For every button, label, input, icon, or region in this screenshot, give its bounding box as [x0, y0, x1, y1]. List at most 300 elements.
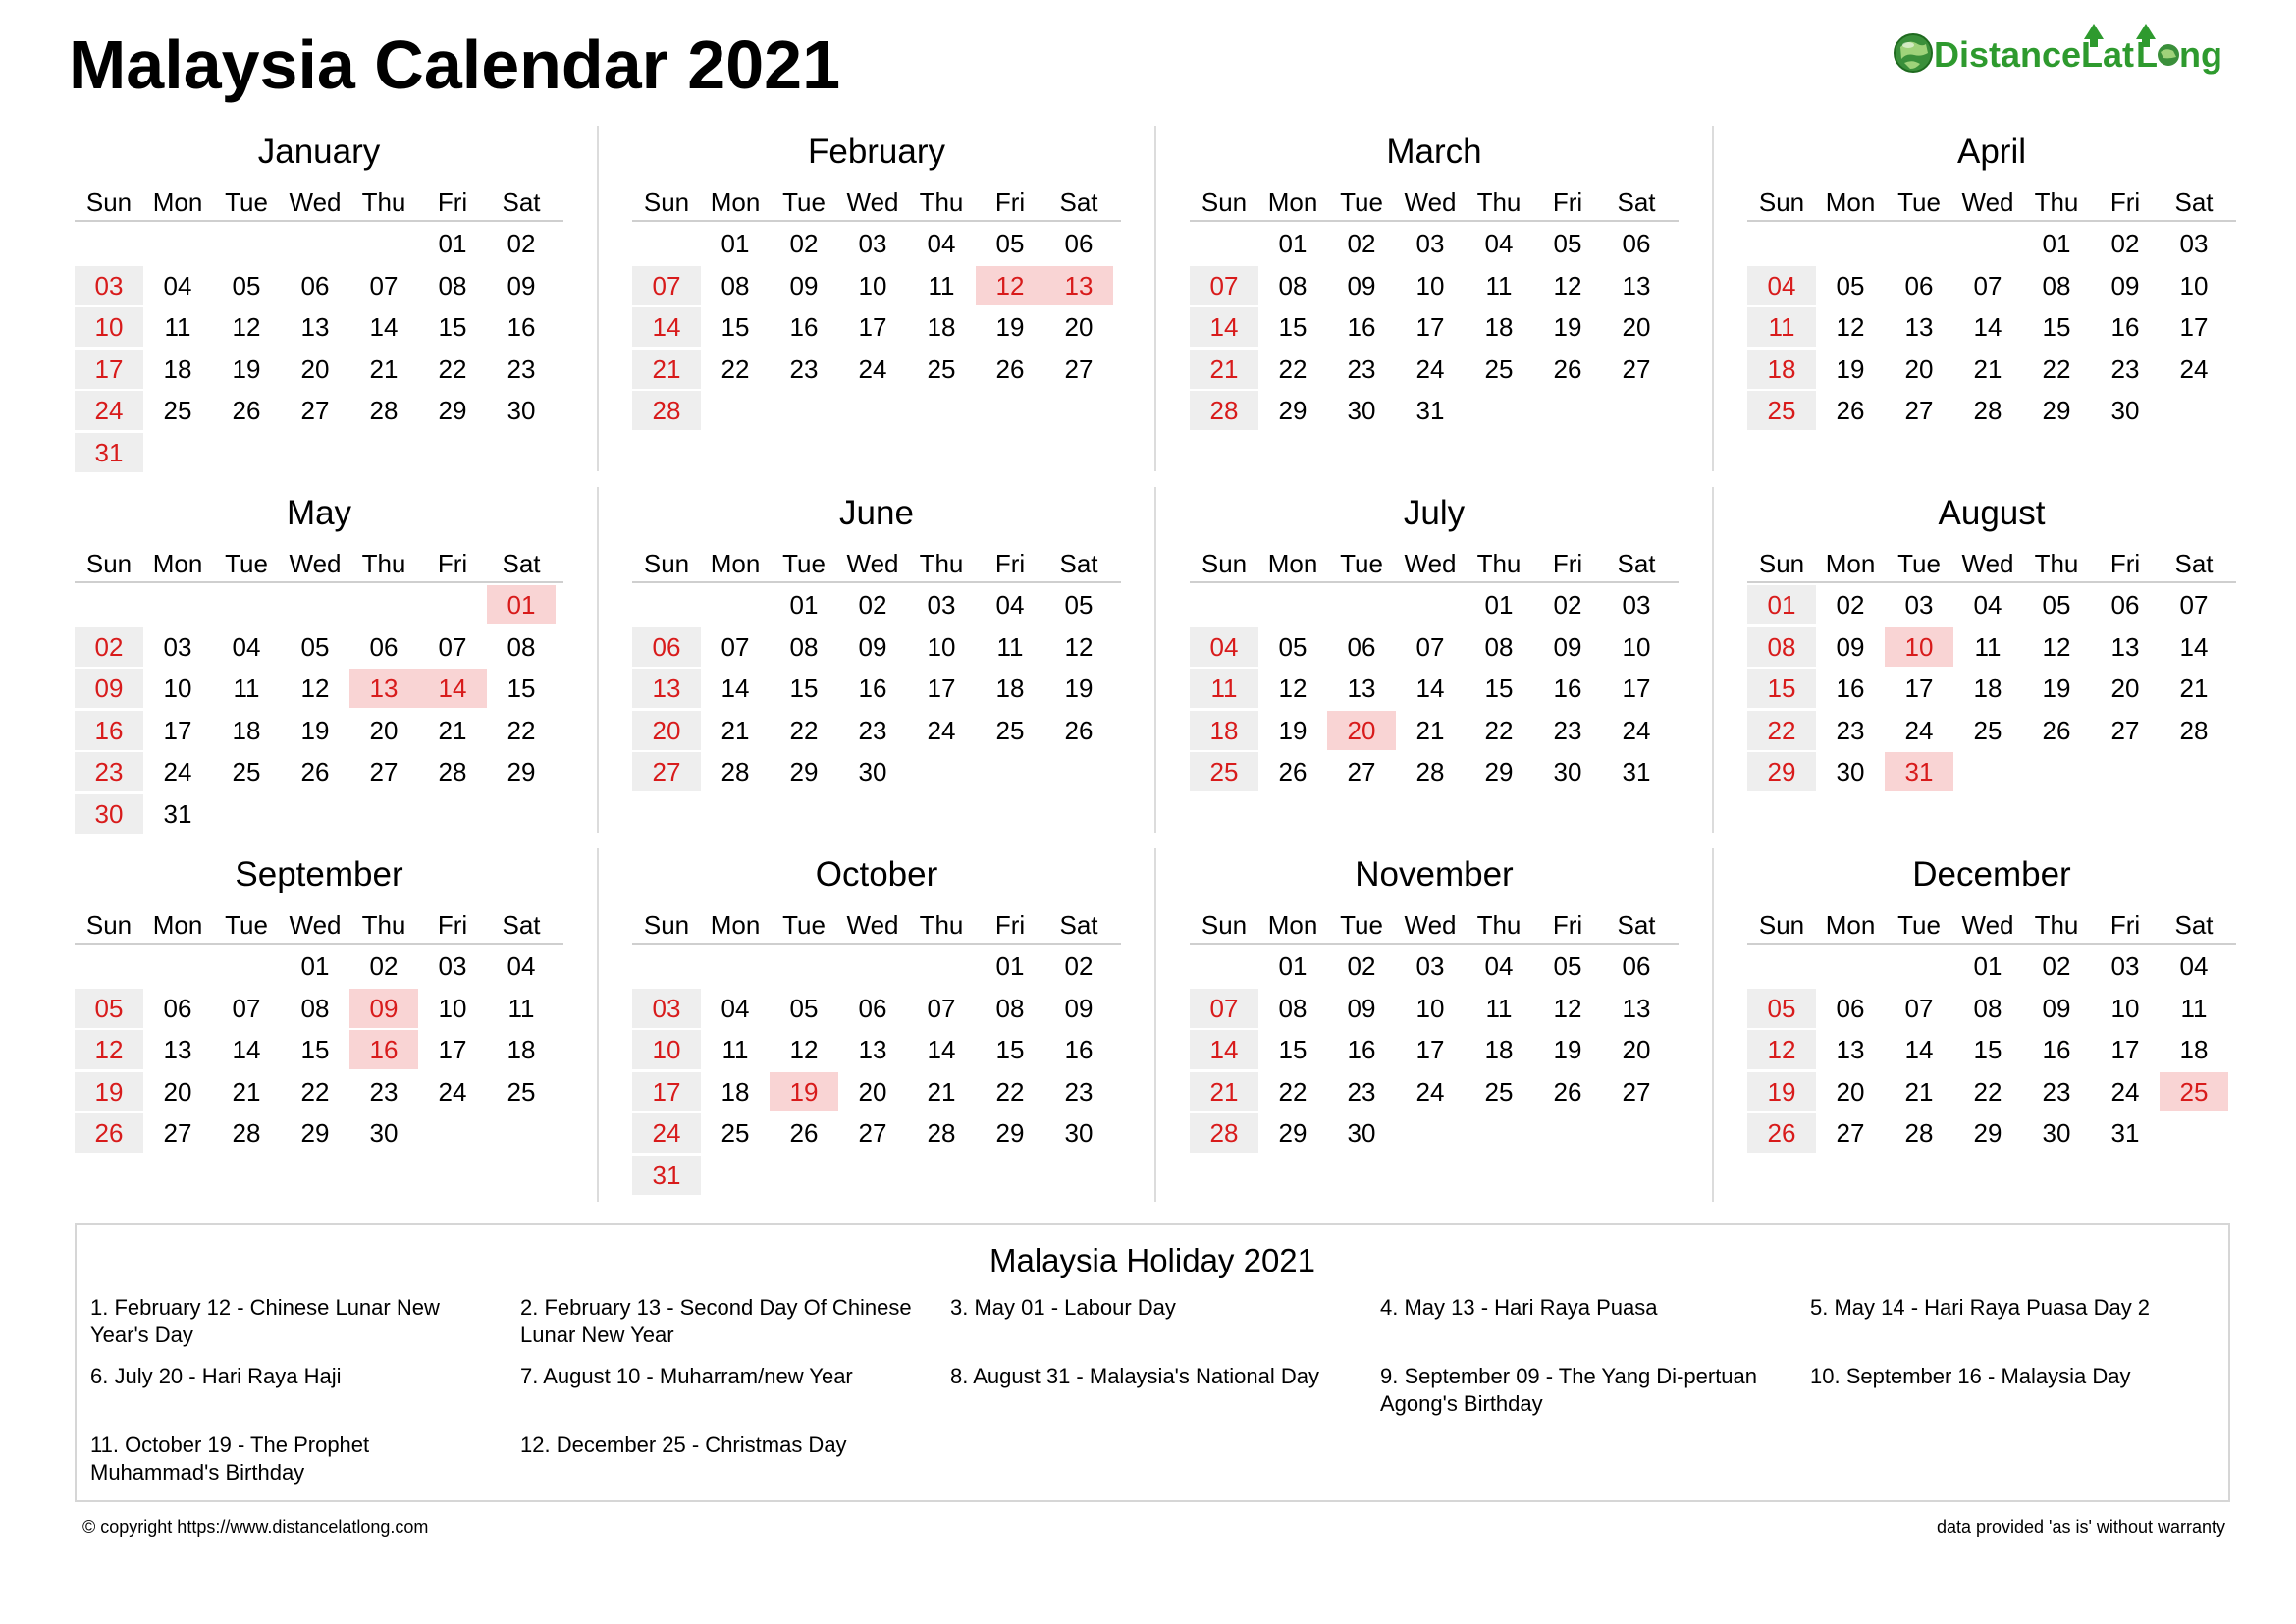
- weekday-label: Thu: [2034, 549, 2079, 578]
- day-cell: 04: [995, 590, 1025, 620]
- svg-text:Lat: Lat: [2081, 34, 2134, 75]
- day-cell: 03: [75, 266, 143, 305]
- day-cell: 24: [1622, 715, 1651, 745]
- day-cell: 07: [1973, 270, 2002, 300]
- day-cell: 03: [927, 590, 956, 620]
- day-cell: 21: [438, 715, 467, 745]
- day-cell: 06: [1622, 951, 1651, 981]
- day-cell: 11: [233, 674, 260, 704]
- day-cell: 18: [927, 312, 956, 343]
- day-cell: 03: [1622, 590, 1651, 620]
- weekday-label: Sat: [2174, 549, 2214, 578]
- day-cell: 15: [1278, 1035, 1308, 1065]
- weekday-label: Sun: [85, 188, 133, 217]
- day-cell: 29: [789, 757, 819, 787]
- day-cell: 17: [1415, 1035, 1445, 1065]
- day-cell: 25: [1484, 1076, 1514, 1107]
- day-cell: 17: [438, 1035, 467, 1065]
- holiday-item: 9. September 09 - The Yang Di-pertuan Agong's Birthday: [1380, 1364, 1758, 1416]
- day-cell: 23: [507, 353, 536, 384]
- day-cell: 29: [300, 1118, 330, 1149]
- day-cell: 21: [927, 1076, 956, 1107]
- day-cell: 23: [75, 752, 143, 791]
- day-cell: 10: [1415, 270, 1445, 300]
- day-cell: 24: [163, 757, 192, 787]
- day-cell: 22: [1278, 1076, 1308, 1107]
- day-cell: 06: [1836, 993, 1865, 1023]
- day-cell: 27: [1347, 757, 1376, 787]
- weekday-label: Wed: [846, 549, 899, 578]
- day-cell: 14: [927, 1035, 956, 1065]
- weekday-header: [1747, 907, 2236, 945]
- day-cell: 02: [2042, 951, 2071, 981]
- month-may: [75, 487, 563, 840]
- column-divider: [1154, 487, 1156, 833]
- day-cell: 21: [1904, 1076, 1934, 1107]
- day-cell: 15: [438, 312, 467, 343]
- day-cell: 15: [1973, 1035, 2002, 1065]
- day-cell: 16: [858, 674, 887, 704]
- day-cell: 30: [369, 1118, 399, 1149]
- day-cell: 31: [2110, 1118, 2140, 1149]
- weekday-label: Wed: [289, 549, 342, 578]
- weekday-label: Sat: [1617, 910, 1656, 940]
- day-cell: 03: [858, 229, 887, 258]
- day-cell: 12: [75, 1030, 143, 1069]
- weekday-label: Sat: [1059, 188, 1098, 217]
- day-cell: 06: [369, 631, 399, 662]
- day-cell: 21: [2179, 674, 2209, 704]
- day-cell: 20: [858, 1076, 887, 1107]
- day-cell: 01: [721, 229, 750, 258]
- day-cell: 06: [163, 993, 192, 1023]
- day-cell: 15: [789, 674, 819, 704]
- month-name: January: [257, 133, 381, 171]
- weekday-label: Tue: [225, 549, 268, 578]
- day-cell: 24: [1415, 353, 1445, 384]
- day-cell: 25: [927, 353, 956, 384]
- month-name: June: [839, 494, 914, 532]
- holiday-day-cell: 10: [1885, 627, 1953, 667]
- day-cell: 26: [1553, 353, 1582, 384]
- weekday-label: Fri: [1552, 549, 1583, 578]
- weekday-label: Wed: [289, 188, 342, 217]
- month-february: [632, 126, 1121, 479]
- weekday-header: [1747, 546, 2236, 583]
- day-cell: 09: [789, 270, 819, 300]
- month-name: December: [1912, 855, 2071, 893]
- page-title: Malaysia Calendar 2021: [69, 27, 841, 103]
- column-divider: [597, 848, 599, 1202]
- weekday-label: Sun: [1758, 910, 1805, 940]
- day-cell: 19: [300, 715, 330, 745]
- day-cell: 19: [1747, 1072, 1816, 1111]
- day-cell: 15: [1484, 674, 1514, 704]
- holiday-day-cell: 09: [349, 989, 418, 1028]
- weekday-label: Thu: [2034, 188, 2079, 217]
- day-cell: 09: [2110, 270, 2140, 300]
- weekday-label: Thu: [1476, 188, 1522, 217]
- day-cell: 08: [1484, 631, 1514, 662]
- weekday-label: Wed: [1404, 549, 1457, 578]
- day-cell: 10: [75, 307, 143, 347]
- day-cell: 12: [1553, 270, 1582, 300]
- day-cell: 16: [789, 312, 819, 343]
- day-cell: 30: [1836, 757, 1865, 787]
- day-cell: 18: [507, 1035, 536, 1065]
- month-august: [1747, 487, 2236, 840]
- day-cell: 20: [632, 711, 701, 750]
- weekday-label: Tue: [1897, 549, 1941, 578]
- day-cell: 14: [1973, 312, 2002, 343]
- weekday-header: [1190, 185, 1679, 222]
- day-cell: 01: [1278, 951, 1308, 981]
- day-cell: 02: [75, 627, 143, 667]
- day-cell: 10: [2110, 993, 2140, 1023]
- weekday-label: Wed: [846, 188, 899, 217]
- holiday-item: 1. February 12 - Chinese Lunar New Year's Day: [90, 1295, 440, 1347]
- day-cell: 29: [1747, 752, 1816, 791]
- weekday-label: Tue: [1340, 910, 1383, 940]
- month-september: [75, 848, 563, 1202]
- day-cell: 07: [927, 993, 956, 1023]
- day-cell: 19: [75, 1072, 143, 1111]
- day-cell: 10: [163, 674, 192, 704]
- day-cell: 02: [1064, 951, 1094, 981]
- holiday-item: 3. May 01 - Labour Day: [950, 1295, 1176, 1320]
- month-name: May: [286, 494, 352, 532]
- day-cell: 30: [1553, 757, 1582, 787]
- day-cell: 28: [927, 1118, 956, 1149]
- weekday-label: Sun: [85, 549, 133, 578]
- day-cell: 18: [995, 674, 1025, 704]
- month-november: [1190, 848, 1679, 1202]
- day-cell: 11: [2180, 993, 2208, 1023]
- day-cell: 21: [1190, 1072, 1258, 1111]
- day-cell: 06: [300, 270, 330, 300]
- day-cell: 13: [1347, 674, 1376, 704]
- day-cell: 09: [1836, 631, 1865, 662]
- day-cell: 03: [1415, 229, 1445, 258]
- day-cell: 30: [75, 794, 143, 834]
- day-cell: 19: [1278, 715, 1308, 745]
- day-cell: 03: [2110, 951, 2140, 981]
- weekday-label: Thu: [2034, 910, 2079, 940]
- weekday-label: Sat: [1059, 549, 1098, 578]
- day-cell: 14: [721, 674, 750, 704]
- day-cell: 30: [858, 757, 887, 787]
- column-divider: [1712, 848, 1714, 1202]
- day-cell: 13: [1836, 1035, 1865, 1065]
- day-cell: 24: [438, 1076, 467, 1107]
- day-cell: 03: [632, 989, 701, 1028]
- holiday-item: 6. July 20 - Hari Raya Haji: [90, 1364, 342, 1388]
- day-cell: 16: [1836, 674, 1865, 704]
- day-cell: 26: [1553, 1076, 1582, 1107]
- day-cell: 10: [438, 993, 467, 1023]
- weekday-label: Tue: [1340, 549, 1383, 578]
- weekday-label: Fri: [437, 910, 468, 940]
- day-cell: 31: [632, 1156, 701, 1195]
- weekday-label: Fri: [2109, 549, 2141, 578]
- day-cell: 15: [1278, 312, 1308, 343]
- day-cell: 14: [369, 312, 399, 343]
- day-cell: 03: [438, 951, 467, 981]
- month-july: [1190, 487, 1679, 840]
- weekday-label: Mon: [710, 188, 761, 217]
- day-cell: 02: [2110, 229, 2140, 258]
- day-cell: 09: [1347, 270, 1376, 300]
- day-cell: 11: [1974, 631, 2002, 662]
- day-cell: 07: [1904, 993, 1934, 1023]
- holiday-list-box: [75, 1223, 2230, 1502]
- weekday-label: Sun: [1201, 549, 1248, 578]
- day-cell: 13: [163, 1035, 192, 1065]
- day-cell: 06: [1347, 631, 1376, 662]
- day-cell: 26: [1064, 715, 1094, 745]
- weekday-label: Sat: [1617, 549, 1656, 578]
- day-cell: 01: [2042, 229, 2071, 258]
- day-cell: 04: [927, 229, 956, 258]
- day-cell: 14: [1415, 674, 1445, 704]
- weekday-label: Wed: [1961, 549, 2014, 578]
- day-cell: 30: [2042, 1118, 2071, 1149]
- day-cell: 04: [1190, 627, 1258, 667]
- day-cell: 12: [1747, 1030, 1816, 1069]
- day-cell: 22: [1747, 711, 1816, 750]
- day-cell: 07: [232, 993, 261, 1023]
- day-cell: 11: [1190, 669, 1258, 708]
- day-cell: 20: [1622, 1035, 1651, 1065]
- day-cell: 06: [858, 993, 887, 1023]
- weekday-header: [632, 546, 1121, 583]
- day-cell: 28: [1190, 391, 1258, 430]
- day-cell: 19: [1836, 353, 1865, 384]
- day-cell: 22: [721, 353, 750, 384]
- day-cell: 06: [1064, 229, 1094, 258]
- day-cell: 24: [858, 353, 887, 384]
- day-cell: 25: [721, 1118, 750, 1149]
- day-cell: 11: [507, 993, 535, 1023]
- weekday-header: [75, 185, 563, 222]
- day-cell: 23: [1347, 1076, 1376, 1107]
- day-cell: 23: [1064, 1076, 1094, 1107]
- day-cell: 05: [300, 631, 330, 662]
- weekday-label: Thu: [919, 549, 964, 578]
- weekday-label: Mon: [152, 910, 203, 940]
- day-cell: 07: [721, 631, 750, 662]
- weekday-label: Sun: [643, 910, 690, 940]
- day-cell: 19: [1553, 1035, 1582, 1065]
- day-cell: 30: [507, 396, 536, 426]
- distancelatlong-logo[interactable]: [1889, 18, 2222, 86]
- day-cell: 18: [232, 715, 261, 745]
- day-cell: 27: [858, 1118, 887, 1149]
- day-cell: 27: [1064, 353, 1094, 384]
- weekday-label: Thu: [919, 188, 964, 217]
- month-march: [1190, 126, 1679, 479]
- day-cell: 05: [1747, 989, 1816, 1028]
- day-cell: 27: [1622, 353, 1651, 384]
- day-cell: 01: [1484, 590, 1514, 620]
- day-cell: 18: [1747, 350, 1816, 389]
- day-cell: 03: [1415, 951, 1445, 981]
- day-cell: 18: [1484, 1035, 1514, 1065]
- weekday-label: Mon: [1825, 188, 1876, 217]
- day-cell: 17: [632, 1072, 701, 1111]
- day-cell: 19: [232, 353, 261, 384]
- weekday-label: Thu: [361, 549, 406, 578]
- day-cell: 31: [1415, 396, 1445, 426]
- day-cell: 13: [1904, 312, 1934, 343]
- day-cell: 21: [632, 350, 701, 389]
- day-cell: 29: [2042, 396, 2071, 426]
- day-cell: 17: [163, 715, 192, 745]
- day-cell: 29: [1484, 757, 1514, 787]
- day-cell: 08: [1747, 627, 1816, 667]
- day-cell: 14: [1190, 307, 1258, 347]
- day-cell: 23: [1836, 715, 1865, 745]
- day-cell: 11: [1485, 270, 1513, 300]
- weekday-label: Fri: [1552, 188, 1583, 217]
- column-divider: [1712, 487, 1714, 833]
- weekday-header: [1190, 546, 1679, 583]
- day-cell: 20: [1622, 312, 1651, 343]
- day-cell: 22: [300, 1076, 330, 1107]
- holiday-day-cell: 14: [418, 669, 487, 708]
- day-cell: 28: [369, 396, 399, 426]
- weekday-label: Sat: [2174, 910, 2214, 940]
- day-cell: 15: [507, 674, 536, 704]
- day-cell: 19: [1553, 312, 1582, 343]
- day-cell: 07: [369, 270, 399, 300]
- holiday-day-cell: 13: [1044, 266, 1113, 305]
- holiday-list-title: Malaysia Holiday 2021: [988, 1242, 1315, 1278]
- weekday-label: Sun: [643, 549, 690, 578]
- copyright-text: © copyright https://www.distancelatlong.com: [82, 1517, 429, 1537]
- day-cell: 06: [1622, 229, 1651, 258]
- day-cell: 17: [75, 350, 143, 389]
- weekday-header: [1747, 185, 2236, 222]
- month-name: February: [807, 133, 946, 171]
- day-cell: 25: [1190, 752, 1258, 791]
- holiday-day-cell: 01: [487, 585, 556, 624]
- holiday-item: 8. August 31 - Malaysia's National Day: [950, 1364, 1319, 1388]
- month-name: August: [1938, 494, 2046, 532]
- month-name: April: [1956, 133, 2027, 171]
- day-cell: 27: [300, 396, 330, 426]
- day-cell: 15: [2042, 312, 2071, 343]
- day-cell: 08: [300, 993, 330, 1023]
- column-divider: [1712, 126, 1714, 471]
- holiday-day-cell: 13: [349, 669, 418, 708]
- day-cell: 16: [1553, 674, 1582, 704]
- day-cell: 10: [2179, 270, 2209, 300]
- day-cell: 30: [2110, 396, 2140, 426]
- day-cell: 13: [632, 669, 701, 708]
- weekday-label: Tue: [225, 188, 268, 217]
- day-cell: 31: [1622, 757, 1651, 787]
- weekday-label: Wed: [846, 910, 899, 940]
- day-cell: 04: [232, 631, 261, 662]
- day-cell: 26: [300, 757, 330, 787]
- day-cell: 28: [438, 757, 467, 787]
- day-cell: 02: [1347, 951, 1376, 981]
- holiday-item: 4. May 13 - Hari Raya Puasa: [1380, 1295, 1658, 1320]
- day-cell: 17: [858, 312, 887, 343]
- day-cell: 23: [1347, 353, 1376, 384]
- weekday-label: Sat: [2174, 188, 2214, 217]
- day-cell: 10: [858, 270, 887, 300]
- weekday-label: Mon: [1267, 549, 1318, 578]
- weekday-label: Mon: [152, 188, 203, 217]
- holiday-day-cell: 12: [976, 266, 1044, 305]
- day-cell: 26: [1836, 396, 1865, 426]
- month-january: [75, 126, 563, 479]
- day-cell: 24: [2179, 353, 2209, 384]
- day-cell: 28: [1415, 757, 1445, 787]
- holiday-item: 5. May 14 - Hari Raya Puasa Day 2: [1810, 1295, 2151, 1320]
- day-cell: 25: [1747, 391, 1816, 430]
- day-cell: 22: [507, 715, 536, 745]
- month-name: July: [1403, 494, 1466, 532]
- day-cell: 22: [1973, 1076, 2002, 1107]
- day-cell: 07: [1190, 989, 1258, 1028]
- weekday-label: Fri: [437, 188, 468, 217]
- day-cell: 06: [632, 627, 701, 667]
- day-cell: 26: [1278, 757, 1308, 787]
- day-cell: 15: [1747, 669, 1816, 708]
- day-cell: 20: [163, 1076, 192, 1107]
- day-cell: 05: [75, 989, 143, 1028]
- day-cell: 22: [789, 715, 819, 745]
- weekday-label: Sat: [1059, 910, 1098, 940]
- day-cell: 11: [1485, 993, 1513, 1023]
- holiday-day-cell: 25: [2160, 1072, 2228, 1111]
- day-cell: 18: [721, 1076, 750, 1107]
- day-cell: 09: [1553, 631, 1582, 662]
- day-cell: 09: [858, 631, 887, 662]
- weekday-label: Thu: [919, 910, 964, 940]
- day-cell: 12: [1836, 312, 1865, 343]
- day-cell: 13: [1622, 993, 1651, 1023]
- day-cell: 16: [507, 312, 536, 343]
- day-cell: 14: [2179, 631, 2209, 662]
- weekday-label: Mon: [710, 549, 761, 578]
- day-cell: 27: [1622, 1076, 1651, 1107]
- day-cell: 14: [632, 307, 701, 347]
- weekday-label: Sat: [502, 910, 541, 940]
- day-cell: 24: [75, 391, 143, 430]
- day-cell: 26: [2042, 715, 2071, 745]
- day-cell: 24: [1415, 1076, 1445, 1107]
- day-cell: 30: [1347, 1118, 1376, 1149]
- day-cell: 08: [507, 631, 536, 662]
- day-cell: 13: [2110, 631, 2140, 662]
- day-cell: 12: [1553, 993, 1582, 1023]
- day-cell: 08: [1278, 270, 1308, 300]
- day-cell: 30: [1347, 396, 1376, 426]
- day-cell: 22: [995, 1076, 1025, 1107]
- day-cell: 12: [300, 674, 330, 704]
- day-cell: 29: [438, 396, 467, 426]
- weekday-label: Sun: [1758, 549, 1805, 578]
- day-cell: 31: [75, 433, 143, 472]
- day-cell: 10: [1622, 631, 1651, 662]
- day-cell: 03: [163, 631, 192, 662]
- day-cell: 04: [1973, 590, 2002, 620]
- day-cell: 26: [1747, 1113, 1816, 1153]
